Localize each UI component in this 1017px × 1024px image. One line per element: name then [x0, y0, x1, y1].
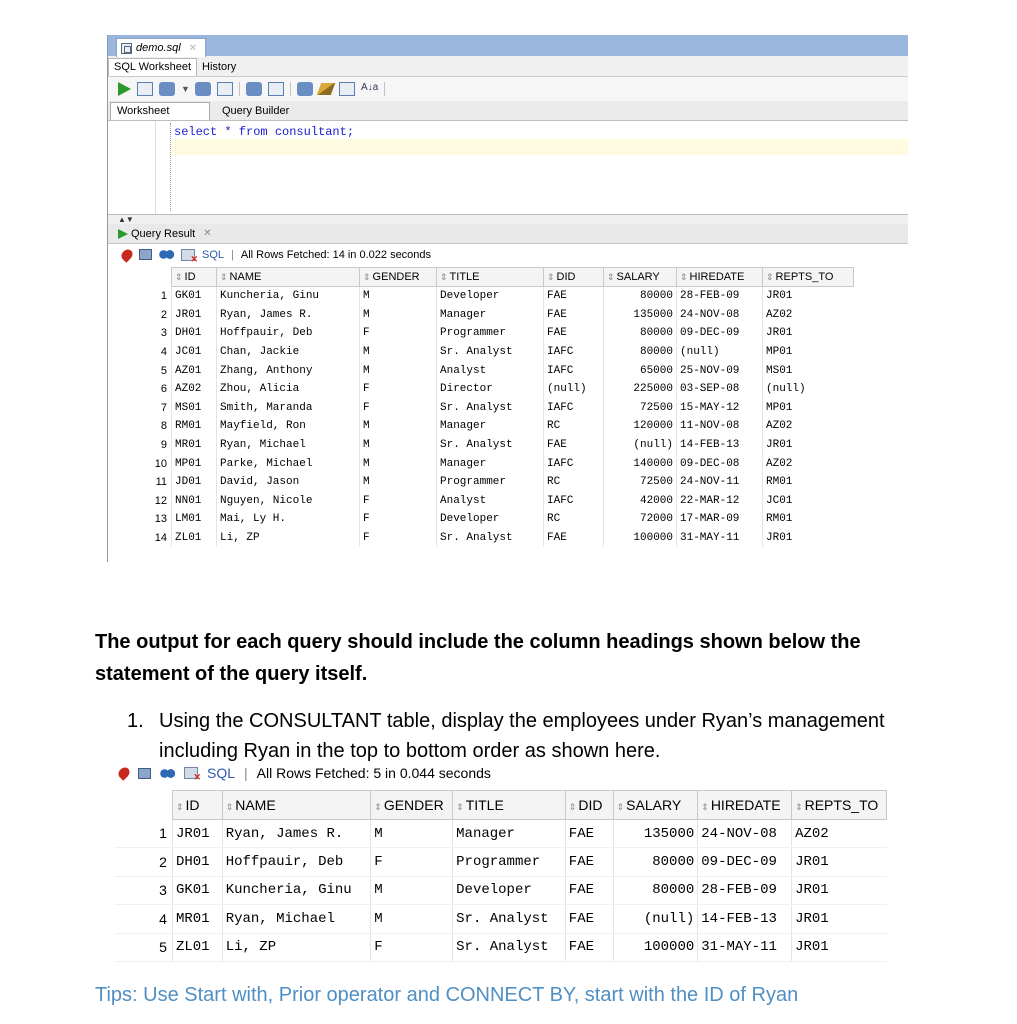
table-cell[interactable]: 80000 [604, 343, 677, 362]
column-header-salary[interactable]: ⇕ SALARY [604, 268, 677, 287]
rollback-icon[interactable] [195, 82, 211, 96]
table-cell[interactable]: Nguyen, Nicole [217, 492, 360, 511]
table-cell[interactable]: 25-NOV-09 [677, 361, 763, 380]
table-cell[interactable]: Sr. Analyst [437, 399, 544, 418]
table-cell[interactable]: 42000 [604, 492, 677, 511]
table-cell[interactable]: 72000 [604, 510, 677, 529]
table-cell[interactable]: Programmer [437, 473, 544, 492]
table-cell[interactable]: JC01 [763, 492, 854, 511]
row-number: 14 [154, 532, 167, 545]
table-cell[interactable]: NN01 [172, 492, 217, 511]
sort-icon: ⇕ [766, 272, 774, 282]
sort-icon: ⇕ [795, 802, 803, 812]
expected-result-grid [115, 790, 887, 962]
column-header-id[interactable]: ⇕ ID [172, 791, 222, 820]
table-row[interactable] [112, 343, 854, 362]
row-number: 4 [115, 905, 172, 933]
table-cell[interactable]: 24-NOV-08 [677, 306, 763, 325]
sql-link[interactable]: SQL [207, 765, 236, 781]
table-cell[interactable]: 140000 [604, 454, 677, 473]
table-cell[interactable]: (null) [604, 436, 677, 455]
table-cell[interactable]: 120000 [604, 417, 677, 436]
toolbar-separator: | [231, 248, 234, 261]
row-number: 2 [160, 308, 167, 321]
row-number: 12 [154, 494, 167, 507]
table-cell[interactable]: FAE [565, 876, 613, 904]
question-number: 1. [127, 710, 144, 732]
table-row[interactable] [112, 473, 854, 492]
table-cell[interactable]: MR01 [172, 436, 217, 455]
chevron-down-icon[interactable]: ▼ [181, 84, 190, 94]
table-cell[interactable]: Mayfield, Ron [217, 417, 360, 436]
table-cell[interactable]: RC [544, 510, 604, 529]
table-cell[interactable]: Hoffpauir, Deb [222, 848, 371, 876]
row-number: 10 [154, 457, 167, 470]
question-text: Using the CONSULTANT table, display the employees under Ryan’s management including Ryan in the top to bottom order as shown here. [159, 710, 885, 762]
table-cell[interactable]: F [360, 324, 437, 343]
table-cell[interactable]: 135000 [613, 820, 698, 848]
query-result-rows [112, 287, 854, 548]
table-cell[interactable]: 135000 [604, 306, 677, 325]
table-cell[interactable]: Chan, Jackie [217, 343, 360, 362]
table-cell[interactable]: M [360, 417, 437, 436]
table-cell[interactable]: 28-FEB-09 [677, 287, 763, 306]
column-header-hiredate[interactable]: ⇕ HIREDATE [698, 791, 792, 820]
table-cell[interactable]: 72500 [604, 399, 677, 418]
table-cell[interactable]: RM01 [763, 473, 854, 492]
sort-icon: ⇕ [440, 272, 448, 282]
table-cell[interactable]: 80000 [613, 848, 698, 876]
sql-query-text[interactable]: select * from consultant; [174, 125, 355, 139]
table-cell[interactable]: Kuncheria, Ginu [217, 287, 360, 306]
table-cell[interactable]: Ryan, James R. [217, 306, 360, 325]
table-cell[interactable]: M [360, 473, 437, 492]
sql-link[interactable]: SQL [202, 248, 225, 261]
table-cell[interactable]: LM01 [172, 510, 217, 529]
table-cell[interactable]: Manager [437, 306, 544, 325]
run-script-icon[interactable] [137, 82, 153, 96]
table-cell[interactable]: MP01 [763, 343, 854, 362]
sort-icon: ⇕ [607, 272, 615, 282]
file-tab-demo-sql[interactable] [116, 38, 206, 57]
find-icon[interactable] [160, 768, 175, 779]
table-cell[interactable]: F [371, 848, 453, 876]
table-row[interactable] [115, 848, 887, 876]
column-header-name[interactable]: ⇕ NAME [222, 791, 371, 820]
row-number: 4 [160, 346, 167, 359]
format-case-icon[interactable]: A↓a [361, 82, 379, 93]
toolbar-separator [384, 82, 385, 96]
table-row[interactable] [112, 510, 854, 529]
table-cell[interactable]: 225000 [604, 380, 677, 399]
table-cell[interactable]: RM01 [763, 510, 854, 529]
tab-sql-worksheet[interactable]: SQL Worksheet [108, 58, 197, 76]
table-cell[interactable]: 15-MAY-12 [677, 399, 763, 418]
tab-history[interactable]: History [202, 61, 237, 73]
table-cell[interactable]: M [360, 343, 437, 362]
table-cell[interactable]: FAE [544, 436, 604, 455]
row-number: 13 [154, 513, 167, 526]
table-cell[interactable]: ZL01 [172, 529, 217, 548]
table-cell[interactable]: 100000 [604, 529, 677, 548]
assignment-heading: The output for each query should include the column headings shown below the statement of the query itself. [95, 631, 861, 685]
sql-tuning-icon[interactable] [268, 82, 284, 96]
result-toolbar [115, 762, 887, 784]
file-tab-bar [108, 35, 908, 56]
column-header-gender[interactable]: ⇕ GENDER [360, 268, 437, 287]
table-row[interactable] [112, 529, 854, 548]
row-number-header [115, 791, 172, 820]
table-cell[interactable]: DH01 [172, 848, 222, 876]
table-cell[interactable]: Kuncheria, Ginu [222, 876, 371, 904]
row-number: 1 [115, 820, 172, 848]
table-cell[interactable]: M [360, 361, 437, 380]
table-cell[interactable]: 17-MAR-09 [677, 510, 763, 529]
table-row[interactable] [112, 417, 854, 436]
table-cell[interactable]: IAFC [544, 361, 604, 380]
table-cell[interactable]: AZ02 [763, 306, 854, 325]
sort-icon: ⇕ [568, 802, 577, 812]
find-icon[interactable] [159, 249, 174, 260]
table-cell[interactable]: 09-DEC-09 [677, 324, 763, 343]
table-cell[interactable]: Li, ZP [217, 529, 360, 548]
tips-text: Tips: Use Start with, Prior operator and CONNECT BY, start with the ID of Ryan [95, 984, 799, 1006]
table-cell[interactable]: Developer [453, 876, 566, 904]
row-number: 2 [115, 848, 172, 876]
explain-plan-icon[interactable] [217, 82, 233, 96]
tab-worksheet[interactable]: Worksheet [110, 102, 210, 120]
editor-margin [170, 123, 171, 211]
table-cell[interactable]: GK01 [172, 876, 222, 904]
table-cell[interactable]: Sr. Analyst [437, 436, 544, 455]
table-cell[interactable]: 03-SEP-08 [677, 380, 763, 399]
pin-icon[interactable] [116, 765, 132, 781]
table-row[interactable] [112, 454, 854, 473]
column-header-repts-to[interactable]: ⇕ REPTS_TO [763, 268, 854, 287]
column-header-title[interactable]: ⇕ TITLE [453, 791, 566, 820]
table-cell[interactable]: AZ02 [792, 820, 887, 848]
table-cell[interactable]: Parke, Michael [217, 454, 360, 473]
history-icon[interactable] [339, 82, 355, 96]
query-result-grid [112, 267, 854, 547]
table-cell[interactable]: F [360, 492, 437, 511]
column-header-title[interactable]: ⇕ TITLE [437, 268, 544, 287]
table-row[interactable] [115, 820, 887, 848]
expected-result-rows [115, 820, 887, 962]
sort-icon: ⇕ [225, 802, 234, 812]
table-cell[interactable]: Sr. Analyst [437, 343, 544, 362]
toolbar-separator: | [244, 765, 248, 781]
sort-icon: ⇕ [175, 272, 183, 282]
table-cell[interactable]: IAFC [544, 399, 604, 418]
table-cell[interactable]: MS01 [763, 361, 854, 380]
table-cell[interactable]: (null) [763, 380, 854, 399]
export-icon[interactable] [181, 249, 195, 261]
table-row[interactable] [112, 361, 854, 380]
row-number-header [112, 268, 172, 287]
table-cell[interactable]: Developer [437, 510, 544, 529]
table-cell[interactable]: (null) [677, 343, 763, 362]
sort-icon: ⇕ [374, 802, 382, 812]
table-cell[interactable]: MP01 [172, 454, 217, 473]
table-cell[interactable]: MP01 [763, 399, 854, 418]
table-cell[interactable]: 24-NOV-11 [677, 473, 763, 492]
table-cell[interactable]: 22-MAR-12 [677, 492, 763, 511]
sort-icon: ⇕ [616, 802, 625, 812]
table-cell[interactable]: 28-FEB-09 [698, 876, 792, 904]
table-cell[interactable]: Director [437, 380, 544, 399]
table-cell[interactable]: Zhou, Alicia [217, 380, 360, 399]
column-header-id[interactable]: ⇕ ID [172, 268, 217, 287]
table-cell[interactable]: Hoffpauir, Deb [217, 324, 360, 343]
table-cell[interactable]: Zhang, Anthony [217, 361, 360, 380]
sort-icon: ⇕ [701, 802, 709, 812]
current-line-highlight [172, 139, 908, 155]
table-cell[interactable]: 100000 [613, 933, 698, 961]
fetch-status: All Rows Fetched: 5 in 0.044 seconds [256, 765, 491, 781]
column-header-hiredate[interactable]: ⇕ HIREDATE [677, 268, 763, 287]
table-cell[interactable]: M [360, 287, 437, 306]
table-cell[interactable]: Ryan, Michael [217, 436, 360, 455]
table-cell[interactable]: AZ02 [172, 380, 217, 399]
column-header-did[interactable]: ⇕ DID [565, 791, 613, 820]
table-cell[interactable]: David, Jason [217, 473, 360, 492]
column-header-name[interactable]: ⇕ NAME [217, 268, 360, 287]
table-cell[interactable]: JR01 [763, 324, 854, 343]
row-number: 11 [155, 476, 167, 489]
table-cell[interactable]: 31-MAY-11 [698, 933, 792, 961]
table-cell[interactable]: MR01 [172, 905, 222, 933]
table-cell[interactable]: 14-FEB-13 [677, 436, 763, 455]
table-cell[interactable]: M [371, 905, 453, 933]
toolbar-separator [290, 82, 291, 96]
table-cell[interactable]: FAE [565, 848, 613, 876]
table-cell[interactable]: Manager [453, 820, 566, 848]
table-row[interactable] [115, 876, 887, 904]
table-cell[interactable]: AZ01 [172, 361, 217, 380]
column-header-repts-to[interactable]: ⇕ REPTS_TO [792, 791, 887, 820]
column-header-salary[interactable]: ⇕ SALARY [613, 791, 698, 820]
table-cell[interactable]: M [371, 820, 453, 848]
table-cell[interactable]: Developer [437, 287, 544, 306]
table-cell[interactable]: JR01 [172, 306, 217, 325]
table-cell[interactable]: F [360, 529, 437, 548]
row-number: 5 [115, 933, 172, 961]
table-cell[interactable]: 72500 [604, 473, 677, 492]
toolbar-separator [239, 82, 240, 96]
table-cell[interactable]: JR01 [763, 436, 854, 455]
table-row[interactable] [115, 905, 887, 933]
table-cell[interactable]: F [360, 399, 437, 418]
commit-icon[interactable] [159, 82, 175, 96]
unshared-sql-icon[interactable] [297, 82, 313, 96]
table-cell[interactable]: JC01 [172, 343, 217, 362]
table-cell[interactable]: FAE [565, 820, 613, 848]
table-cell[interactable]: 80000 [604, 324, 677, 343]
sort-icon: ⇕ [456, 802, 464, 812]
row-number: 7 [160, 401, 167, 414]
sort-icon: ⇕ [175, 802, 184, 812]
sql-developer-window [107, 35, 908, 562]
table-cell[interactable]: IAFC [544, 454, 604, 473]
table-cell[interactable]: IAFC [544, 343, 604, 362]
sort-icon: ⇕ [363, 272, 371, 282]
sort-icon: ⇕ [547, 272, 555, 282]
table-cell[interactable]: JR01 [792, 876, 887, 904]
table-cell[interactable]: JR01 [792, 905, 887, 933]
clear-icon[interactable] [317, 83, 335, 95]
tab-query-result-label: Query Result [131, 227, 196, 240]
row-number: 3 [115, 876, 172, 904]
table-cell[interactable]: M [371, 876, 453, 904]
table-cell[interactable]: Programmer [453, 848, 566, 876]
tab-query-result[interactable] [108, 228, 212, 240]
table-cell[interactable]: FAE [544, 529, 604, 548]
row-number: 1 [160, 290, 167, 303]
table-cell[interactable]: Smith, Maranda [217, 399, 360, 418]
result-toolbar [108, 244, 908, 265]
row-number: 6 [160, 383, 167, 396]
table-cell[interactable]: JR01 [172, 820, 222, 848]
table-cell[interactable]: JR01 [763, 529, 854, 548]
autotrace-icon[interactable] [246, 82, 262, 96]
table-cell[interactable]: (null) [613, 905, 698, 933]
row-number: 8 [160, 420, 167, 433]
table-cell[interactable]: Manager [437, 454, 544, 473]
close-icon[interactable]: ✕ [188, 42, 198, 54]
editor-gutter [108, 121, 156, 214]
table-cell[interactable]: JR01 [792, 848, 887, 876]
column-header-gender[interactable]: ⇕ GENDER [371, 791, 453, 820]
run-statement-icon[interactable] [118, 82, 131, 96]
table-cell[interactable]: JD01 [172, 473, 217, 492]
table-cell[interactable]: Programmer [437, 324, 544, 343]
table-cell[interactable]: Sr. Analyst [453, 905, 566, 933]
result-tabs [108, 224, 908, 244]
table-cell[interactable]: FAE [544, 287, 604, 306]
table-cell[interactable]: 24-NOV-08 [698, 820, 792, 848]
export-icon[interactable] [184, 767, 198, 779]
table-cell[interactable]: JR01 [763, 287, 854, 306]
table-cell[interactable]: GK01 [172, 287, 217, 306]
table-cell[interactable]: Mai, Ly H. [217, 510, 360, 529]
pane-splitter[interactable]: ▲▼ [108, 215, 908, 224]
table-cell[interactable]: 31-MAY-11 [677, 529, 763, 548]
table-cell[interactable]: Li, ZP [222, 933, 371, 961]
table-row[interactable] [112, 492, 854, 511]
column-header-did[interactable]: ⇕ DID [544, 268, 604, 287]
table-cell[interactable]: F [371, 933, 453, 961]
table-cell[interactable]: FAE [565, 905, 613, 933]
table-cell[interactable]: (null) [544, 380, 604, 399]
table-row[interactable] [112, 380, 854, 399]
close-icon[interactable]: ✕ [203, 228, 212, 239]
table-cell[interactable]: 80000 [613, 876, 698, 904]
table-cell[interactable]: 09-DEC-08 [677, 454, 763, 473]
table-row[interactable] [112, 287, 854, 306]
table-cell[interactable]: DH01 [172, 324, 217, 343]
table-row[interactable] [112, 436, 854, 455]
table-cell[interactable]: Analyst [437, 492, 544, 511]
table-cell[interactable]: M [360, 306, 437, 325]
table-cell[interactable]: M [360, 454, 437, 473]
table-cell[interactable]: 65000 [604, 361, 677, 380]
table-cell[interactable]: AZ02 [763, 454, 854, 473]
table-row[interactable] [112, 306, 854, 325]
sql-editor[interactable] [108, 121, 908, 215]
table-cell[interactable]: Manager [437, 417, 544, 436]
print-icon[interactable] [139, 249, 152, 260]
table-cell[interactable]: M [360, 436, 437, 455]
table-cell[interactable]: F [360, 380, 437, 399]
sort-icon: ⇕ [680, 272, 688, 282]
table-cell[interactable]: FAE [544, 324, 604, 343]
table-cell[interactable]: RM01 [172, 417, 217, 436]
tab-query-builder[interactable]: Query Builder [222, 105, 290, 117]
table-cell[interactable]: Ryan, James R. [222, 820, 371, 848]
table-cell[interactable]: 11-NOV-08 [677, 417, 763, 436]
run-result-icon [118, 229, 128, 239]
sql-file-icon [121, 43, 132, 54]
table-cell[interactable]: RC [544, 417, 604, 436]
table-cell[interactable]: FAE [544, 306, 604, 325]
table-cell[interactable]: Ryan, Michael [222, 905, 371, 933]
worksheet-toolbar [108, 77, 908, 101]
table-cell[interactable]: FAE [565, 933, 613, 961]
table-cell[interactable]: MS01 [172, 399, 217, 418]
expected-result-panel [115, 762, 887, 962]
row-number: 5 [160, 364, 167, 377]
worksheet-tabs [108, 101, 908, 121]
table-row[interactable] [115, 933, 887, 961]
table-cell[interactable]: 80000 [604, 287, 677, 306]
table-cell[interactable]: Analyst [437, 361, 544, 380]
sub-tabs [108, 56, 908, 77]
table-cell[interactable]: IAFC [544, 492, 604, 511]
pin-icon[interactable] [119, 247, 135, 263]
print-icon[interactable] [138, 768, 151, 779]
table-row[interactable] [112, 399, 854, 418]
table-cell[interactable]: ZL01 [172, 933, 222, 961]
row-number: 9 [160, 439, 167, 452]
table-row[interactable] [112, 324, 854, 343]
table-cell[interactable]: Sr. Analyst [437, 529, 544, 548]
fetch-status: All Rows Fetched: 14 in 0.022 seconds [240, 248, 432, 261]
table-cell[interactable]: AZ02 [763, 417, 854, 436]
table-cell[interactable]: RC [544, 473, 604, 492]
row-number: 3 [160, 327, 167, 340]
file-tab-label: demo.sql [136, 42, 181, 54]
table-cell[interactable]: JR01 [792, 933, 887, 961]
table-cell[interactable]: Sr. Analyst [453, 933, 566, 961]
table-cell[interactable]: 09-DEC-09 [698, 848, 792, 876]
sort-icon: ⇕ [220, 272, 228, 282]
table-cell[interactable]: 14-FEB-13 [698, 905, 792, 933]
table-cell[interactable]: F [360, 510, 437, 529]
